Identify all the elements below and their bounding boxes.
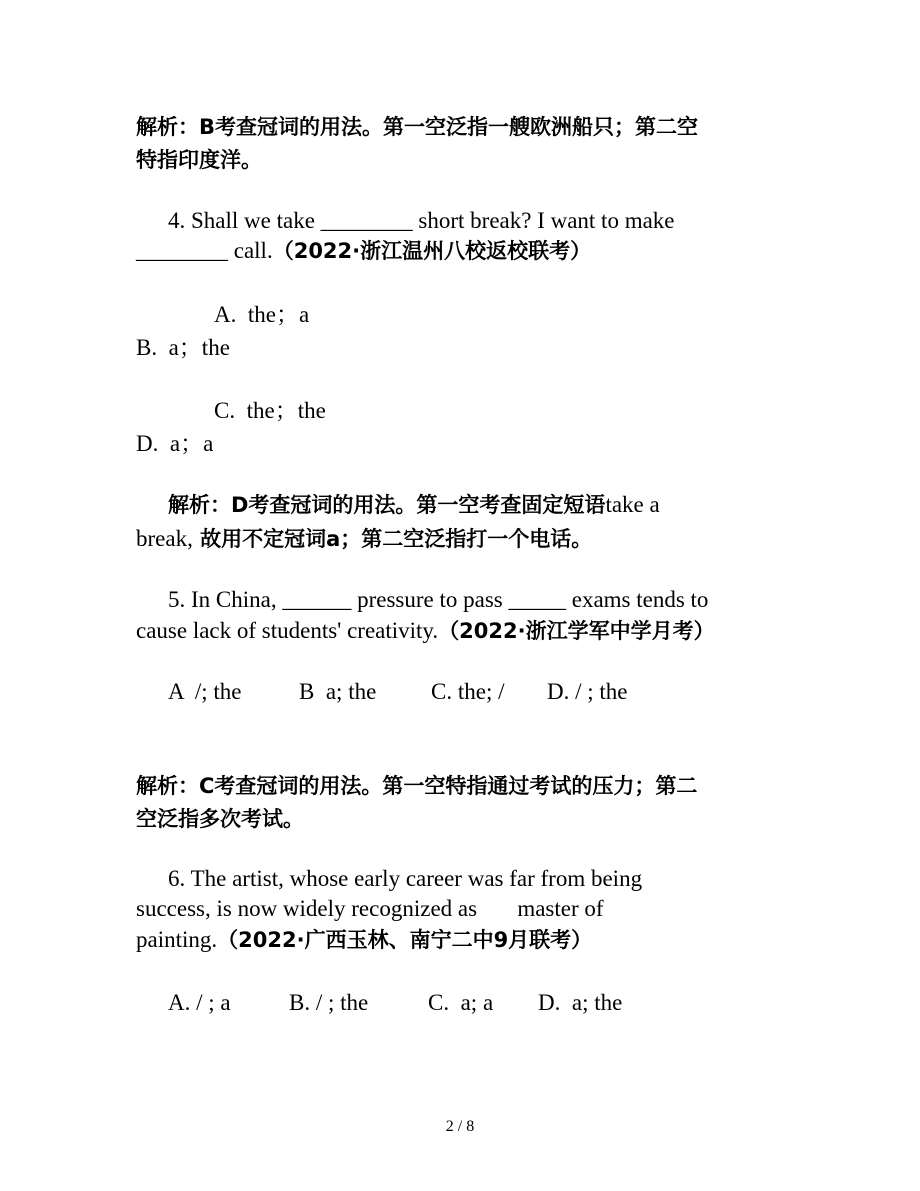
- explanation-4-line-2-en: break,: [136, 526, 193, 551]
- question-4-line-2: [136, 236, 591, 266]
- explanation-4-line-1: [168, 490, 660, 520]
- question-4-option-d: D. a；a: [136, 431, 214, 456]
- question-6-line-2: success, is now widely recognized as master of: [136, 896, 604, 921]
- question-6-line-1: 6. The artist, whose early career was far from being: [168, 866, 643, 891]
- question-5-option-b: B a; the: [299, 679, 377, 704]
- question-4-option-a: A. the；a: [214, 302, 310, 327]
- question-6-option-b: B. / ; the: [289, 990, 369, 1015]
- question-5-line-1: 5. In China, ______ pressure to pass _____ exams tends to: [168, 587, 709, 612]
- question-6-option-d: D. a; the: [538, 990, 623, 1015]
- question-5-line-2: [136, 616, 715, 646]
- question-4-blank-text: ________ call.: [136, 238, 273, 263]
- explanation-4-line-1-en: take a: [605, 492, 660, 517]
- question-6-option-c: C. a; a: [428, 990, 494, 1015]
- question-5-option-a: A /; the: [168, 679, 242, 704]
- question-4-source: （2022·浙江温州八校返校联考）: [272, 239, 592, 263]
- explanation-5-line-1: 解析：C考查冠词的用法。第一空特指通过考试的压力；第二: [136, 774, 698, 798]
- question-6-source: （2022·广西玉林、南宁二中9月联考）: [217, 928, 593, 952]
- question-6-line-3-en: painting.: [136, 927, 218, 952]
- explanation-4-line-1-cn: 解析：D考查冠词的用法。第一空考查固定短语: [168, 493, 606, 517]
- question-4-line-1: 4. Shall we take ________ short break? I want to make: [168, 208, 675, 233]
- explanation-4-line-2: [136, 524, 592, 554]
- question-5-option-d: D. / ; the: [547, 679, 628, 704]
- explanation-5-line-2: 空泛指多次考试。: [136, 807, 304, 831]
- question-4-option-b: B. a；the: [136, 335, 230, 360]
- explanation-4-line-2-cn: 故用不定冠词a；第二空泛指打一个电话。: [192, 527, 593, 551]
- question-6-option-a: A. / ; a: [168, 990, 231, 1015]
- question-5-source: （2022·浙江学军中学月考）: [438, 619, 715, 643]
- explanation-3-line-2: 特指印度洋。: [136, 148, 262, 172]
- question-5-line-2-en: cause lack of students' creativity.: [136, 618, 439, 643]
- explanation-3-line-1: 解析：B考查冠词的用法。第一空泛指一艘欧洲船只；第二空: [136, 115, 699, 139]
- question-5-option-c: C. the; /: [431, 679, 505, 704]
- question-4-option-c: C. the；the: [214, 398, 326, 423]
- question-6-line-3: [136, 925, 592, 955]
- page-number: 2 / 8: [445, 1118, 475, 1135]
